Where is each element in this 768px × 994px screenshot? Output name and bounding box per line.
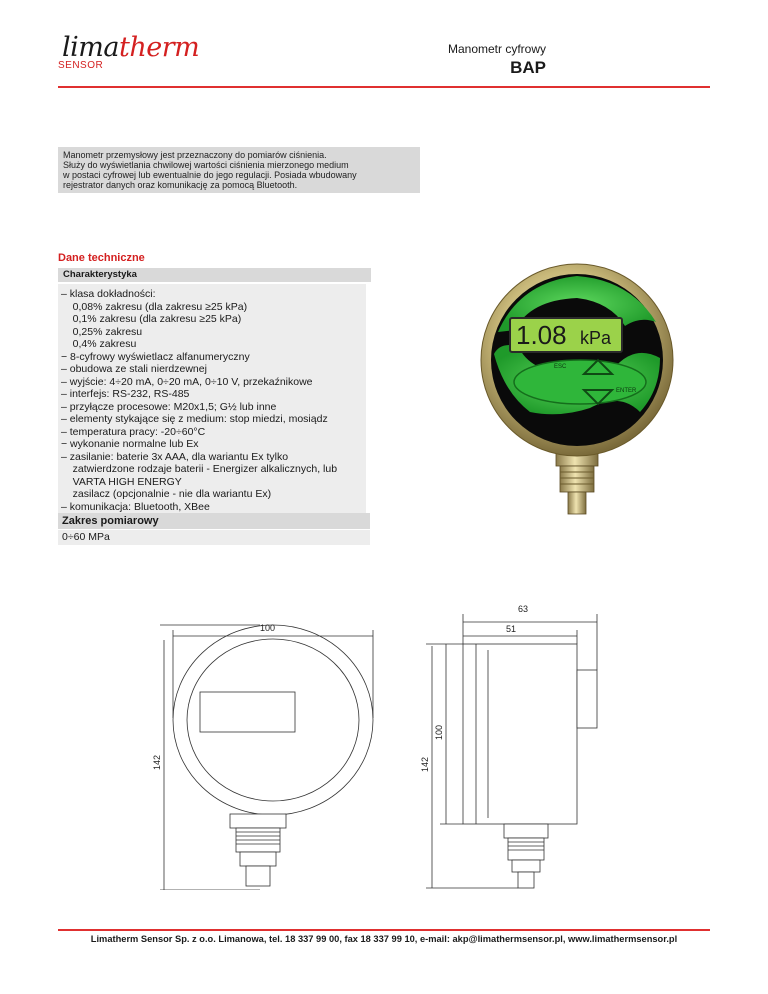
dim-front-width: 100 (260, 623, 276, 633)
front-view (173, 625, 373, 886)
list-item: – zasilanie: baterie 3x AAA, dla wariantu Ex tylko (61, 450, 289, 463)
list-item: – wyjście: 4÷20 mA, 0÷20 mA, 0÷10 V, przekaźnikowe (61, 375, 313, 388)
measuring-range-value: 0÷60 MPa (58, 530, 370, 545)
list-item: – klasa dokładności: (61, 288, 156, 300)
intro-line: Manometr przemysłowy jest przeznaczony do pomiarów ciśnienia. (63, 150, 327, 160)
list-item: 0,25% zakresu (61, 325, 143, 338)
list-item: – temperatura pracy: -20÷60°C (61, 425, 206, 438)
dim-side-face: 100 (434, 724, 444, 740)
dim-side-total: 63 (518, 604, 529, 614)
logo-text-therm: therm (118, 32, 200, 63)
logo-text-sensor: SENSOR (58, 60, 104, 71)
characteristics-header: Charakterystyka (58, 268, 371, 282)
company-logo (58, 28, 200, 78)
list-item: VARTA HIGH ENERGY (61, 475, 182, 488)
list-item: − wykonanie normalne lub Ex (61, 438, 199, 450)
list-item: zatwierdzone rodzaje baterii - Energizer alkalicznych, lub (61, 463, 338, 475)
logo-text-lima: lima (62, 32, 119, 63)
list-item: 0,1% zakresu (dla zakresu ≥25 kPa) (61, 313, 242, 325)
intro-line: Służy do wyświetlania chwilowej wartości ciśnienia mierzonego medium (63, 160, 349, 170)
list-item: – obudowa ze stali nierdzewnej (61, 363, 207, 375)
technical-drawing (120, 600, 600, 890)
characteristics-list (58, 284, 366, 513)
lcd-value: 1.08 (516, 320, 567, 350)
side-view (463, 644, 597, 888)
header-divider (58, 86, 710, 88)
intro-line: rejestrator danych oraz komunikację za pomocą Bluetooth. (63, 180, 298, 190)
list-item: – przyłącze procesowe: M20x1,5; G½ lub inne (61, 400, 277, 413)
characteristics-box (58, 284, 366, 513)
list-item: – elementy stykające się z medium: stop miedzi, mosiądz (61, 413, 328, 425)
list-item: − 8-cyfrowy wyświetlacz alfanumeryczny (61, 350, 250, 363)
measuring-range-header: Zakres pomiarowy (58, 513, 370, 529)
list-item: 0,08% zakresu (dla zakresu ≥25 kPa) (61, 300, 248, 313)
dim-side-body: 51 (506, 624, 517, 634)
list-item: zasilacz (opcjonalnie - nie dla wariantu Ex) (61, 488, 272, 500)
tech-section-title: Dane techniczne (58, 252, 145, 264)
list-item: – interfejs: RS-232, RS-485 (61, 388, 190, 400)
list-item: 0,4% zakresu (61, 338, 137, 350)
product-photo (460, 262, 690, 522)
dim-front-height: 142 (152, 754, 162, 770)
dim-side-height: 142 (420, 756, 430, 772)
document-title: BAP (510, 58, 546, 77)
intro-box (58, 147, 420, 193)
intro-line: w postaci cyfrowej lub ewentualnie do jego regulacji. Posiada wbudowany (63, 170, 357, 180)
footer-divider (58, 929, 710, 931)
footer-contact: Limatherm Sensor Sp. z o.o. Limanowa, tel. 18 337 99 00, fax 18 337 99 10, e-mail: akp@limathermsensor.pl, www.limathermsensor.pl (90, 934, 678, 944)
esc-button[interactable]: ESC (554, 364, 567, 370)
keypad (514, 360, 646, 404)
enter-button[interactable]: ENTER (616, 388, 637, 394)
lcd-unit: kPa (580, 328, 612, 348)
document-subtitle: Manometr cyfrowy (447, 42, 546, 56)
list-item: – komunikacja: Bluetooth, XBee (61, 500, 210, 513)
